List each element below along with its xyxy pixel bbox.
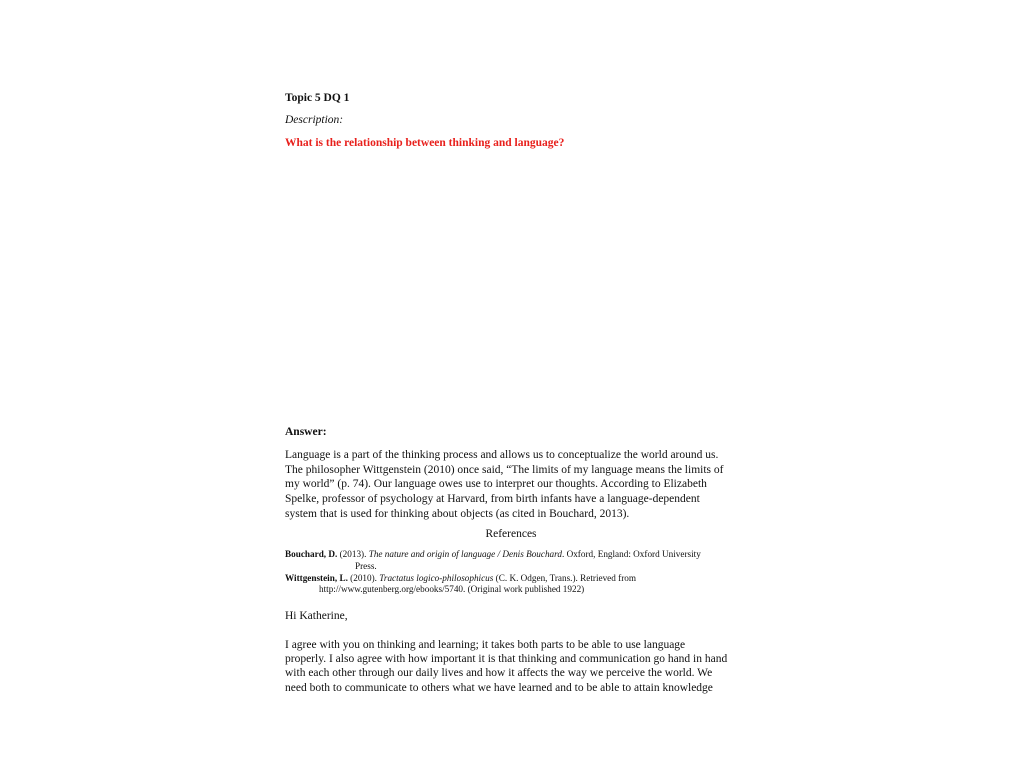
reference-continuation: Press. (355, 560, 377, 571)
answer-body (285, 448, 745, 522)
reference-line (285, 573, 745, 585)
reply-line: properly. I also agree with how important it is that thinking and communication go hand in hand (285, 653, 728, 666)
answer-line: Spelke, professor of psychology at Harvard, from birth infants have a language-dependent (285, 493, 700, 506)
reference-entry (285, 573, 745, 597)
reference-entry (285, 549, 745, 573)
answer-heading: Answer: (285, 426, 327, 438)
description-label: Description: (285, 114, 344, 126)
reference-url: http://www.gutenberg.org/ebooks/5740. (Original work published 1922) (319, 584, 585, 595)
reply-line: with each other through our daily lives and how it affects the way we perceive the world. We (285, 667, 713, 680)
reply-body (285, 638, 745, 695)
reference-author: Wittgenstein, L. (285, 572, 348, 583)
answer-line: system that is used for thinking about objects (as cited in Bouchard, 2013). (285, 507, 630, 520)
reference-title: Tractatus logico-philosophicus (379, 572, 494, 583)
reference-title: The nature and origin of language / Denis Bouchard (368, 549, 562, 559)
reply-line: I agree with you on thinking and learning; it takes both parts to be able to use language (285, 639, 686, 651)
discussion-question: What is the relationship between thinking and language? (285, 137, 565, 149)
answer-line: Language is a part of the thinking process and allows us to conceptualize the world around us. (285, 449, 719, 461)
references-heading: References (485, 528, 537, 540)
reference-publisher: (C. K. Odgen, Trans.). Retrieved from (493, 572, 637, 583)
references-list (285, 549, 745, 596)
reference-year: (2013). (337, 549, 369, 559)
reference-author: Bouchard, D. (285, 549, 338, 559)
reference-publisher: . Oxford, England: Oxford University (561, 549, 701, 559)
reply-greeting: Hi Katherine, (285, 610, 348, 622)
reply-line: need both to communicate to others what we have learned and to be able to attain knowledge (285, 681, 713, 694)
answer-line: my world” (p. 74). Our language owes use to interpret our thoughts. According to Elizabeth (285, 478, 707, 491)
reference-line (285, 549, 745, 561)
answer-line: The philosopher Wittgenstein (2010) once said, “The limits of my language means the limits of (285, 463, 724, 476)
topic-title: Topic 5 DQ 1 (285, 92, 350, 104)
reference-year: (2010). (347, 572, 380, 583)
